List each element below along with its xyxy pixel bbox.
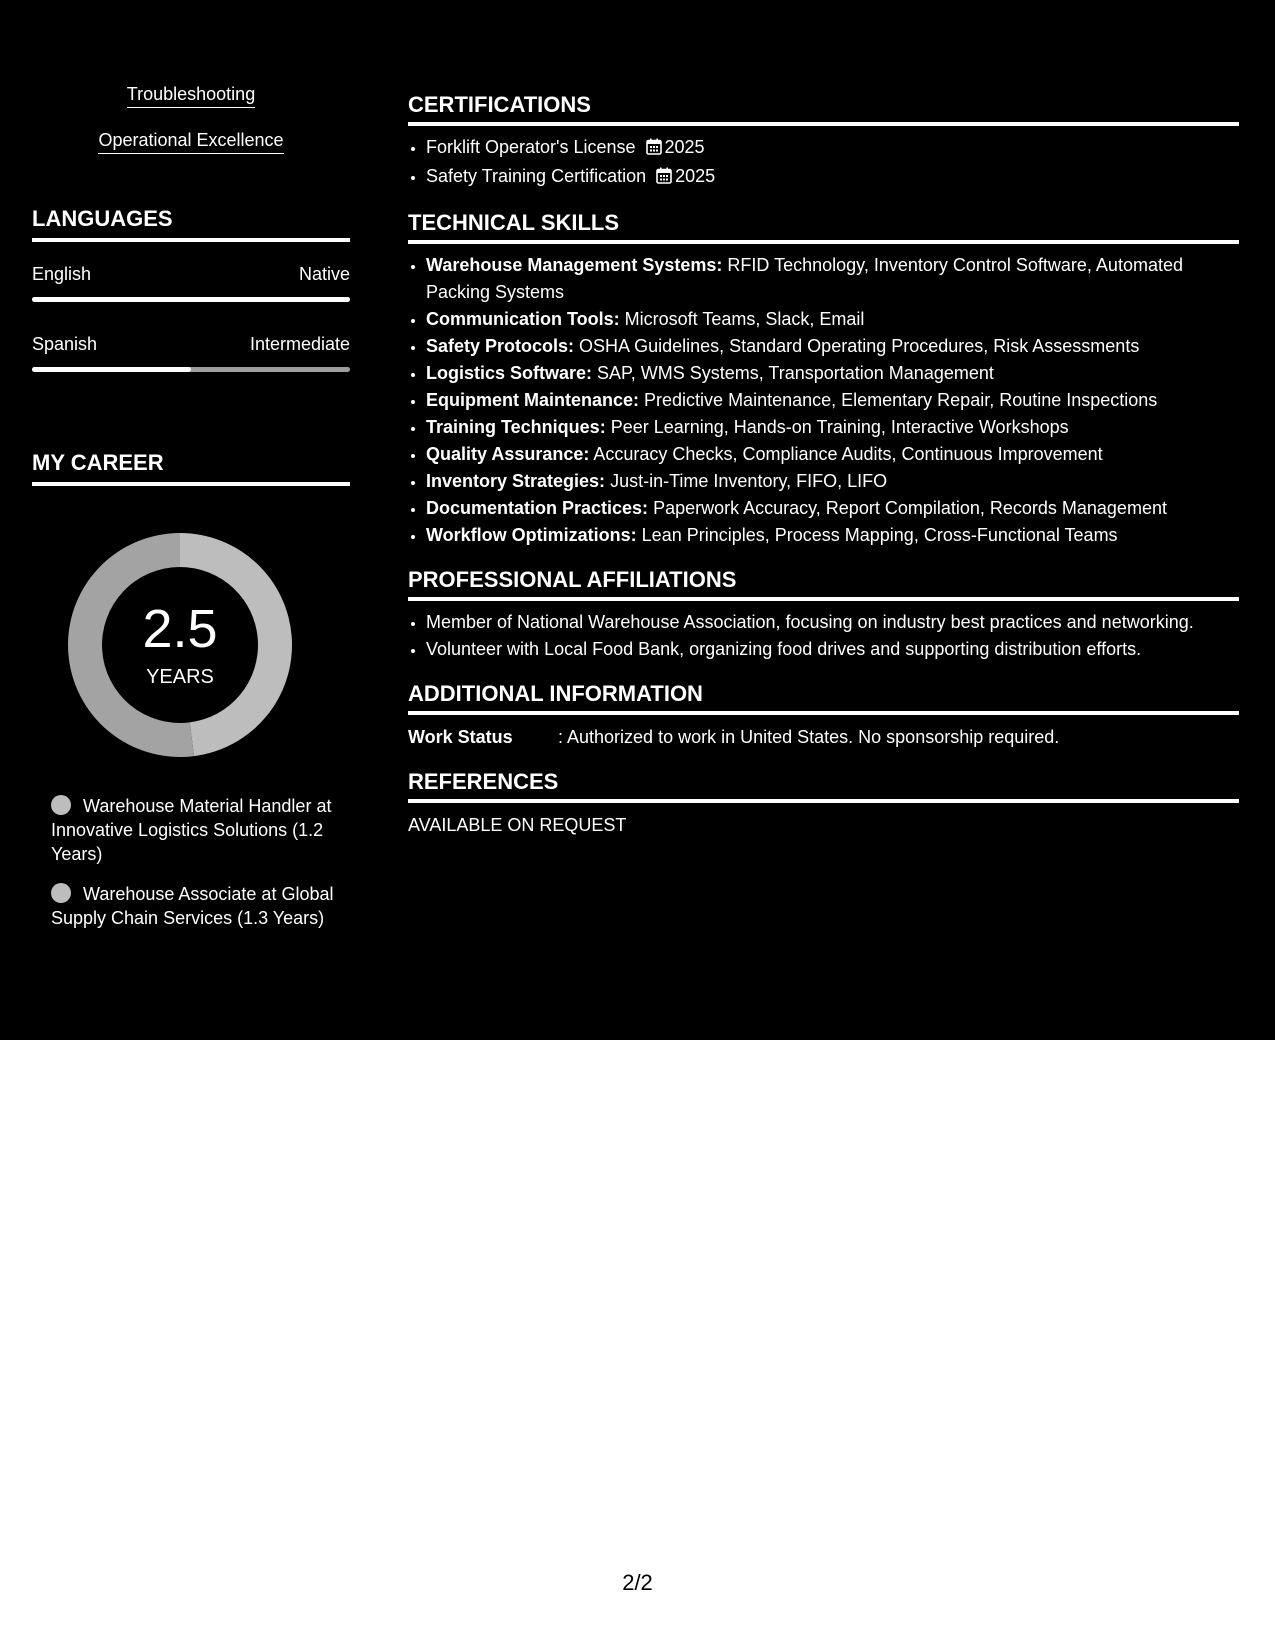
certification-name: Safety Training Certification — [426, 166, 647, 186]
technical-skill-item — [426, 495, 1239, 522]
references-text: AVAILABLE ON REQUEST — [408, 815, 627, 835]
affiliation-item: • Member of National Warehouse Association, focusing on industry best practices and networking. — [426, 609, 1239, 636]
language-level: Intermediate — [249, 334, 350, 354]
skill-label: Safety Protocols: — [426, 336, 575, 356]
certification-year: 2025 — [675, 166, 716, 186]
career-item — [51, 794, 350, 866]
career-total-unit: YEARS — [146, 666, 214, 688]
sidebar — [32, 84, 350, 946]
skill-tag: Operational Excellence — [98, 130, 283, 154]
language-level: Native — [298, 264, 350, 284]
circle-dot-icon — [51, 883, 71, 903]
references-heading: REFERENCES — [408, 769, 1239, 803]
career-heading: MY CAREER — [32, 450, 350, 486]
skill-value: Peer Learning, Hands-on Training, Interactive Workshops — [605, 417, 1069, 437]
language-row — [32, 264, 350, 285]
skill-value: Paperwork Accuracy, Report Compilation, Records Management — [648, 498, 1167, 518]
career-total-value: 2.5 — [142, 599, 218, 659]
work-status-label: Work Status — [408, 727, 513, 747]
skill-label: Training Techniques: — [426, 417, 606, 437]
certification-item — [426, 163, 1239, 192]
language-proficiency-bar — [32, 297, 350, 302]
affiliations-heading: PROFESSIONAL AFFILIATIONS — [408, 567, 1239, 601]
skill-value: Lean Principles, Process Mapping, Cross-Functional Teams — [636, 525, 1118, 545]
skill-label: Communication Tools: — [426, 309, 620, 329]
language-name: Spanish — [32, 334, 98, 354]
certification-name: Forklift Operator's License — [426, 137, 636, 157]
skill-value: SAP, WMS Systems, Transportation Management — [592, 363, 994, 383]
skill-label: Logistics Software: — [426, 363, 593, 383]
career-list — [32, 794, 350, 930]
certifications-list — [408, 134, 1239, 192]
calendar-icon — [646, 136, 662, 163]
circle-dot-icon — [51, 795, 71, 815]
technical-skill-item — [426, 414, 1239, 441]
technical-skills-list — [408, 252, 1239, 549]
technical-skill-item — [426, 360, 1239, 387]
technical-skill-item — [426, 252, 1239, 306]
page-number: 2/2 — [622, 1570, 653, 1595]
career-item — [51, 882, 350, 930]
additional-info-heading: ADDITIONAL INFORMATION — [408, 681, 1239, 715]
technical-skill-item — [426, 522, 1239, 549]
skill-label: Warehouse Management Systems: — [426, 255, 723, 275]
skill-label: Documentation Practices: — [426, 498, 649, 518]
affiliations-list — [408, 609, 1239, 663]
skill-label: Quality Assurance: — [426, 444, 590, 464]
technical-skills-heading: TECHNICAL SKILLS — [408, 210, 1239, 244]
skill-tag: Troubleshooting — [127, 84, 255, 108]
language-proficiency-fill — [32, 297, 350, 302]
main-content — [408, 92, 1239, 836]
technical-skill-item — [426, 333, 1239, 360]
language-proficiency-bar — [32, 367, 350, 372]
language-proficiency-fill — [32, 367, 191, 372]
language-name: English — [32, 264, 92, 284]
work-status-row — [408, 725, 1239, 749]
technical-skill-item — [426, 468, 1239, 495]
skill-label: Equipment Maintenance: — [426, 390, 640, 410]
skill-value: RFID Technology, Inventory Control Software, Automated Packing Systems — [426, 255, 1183, 302]
language-row — [32, 334, 350, 355]
skill-label: Inventory Strategies: — [426, 471, 606, 491]
technical-skill-item — [426, 387, 1239, 414]
technical-skill-item — [426, 441, 1239, 468]
languages-heading: LANGUAGES — [32, 206, 350, 242]
calendar-icon — [656, 165, 672, 192]
skill-value: OSHA Guidelines, Standard Operating Procedures, Risk Assessments — [574, 336, 1140, 356]
skill-value: Microsoft Teams, Slack, Email — [619, 309, 865, 329]
certification-item — [426, 134, 1239, 163]
skill-value: Just-in-Time Inventory, FIFO, LIFO — [605, 471, 888, 491]
skill-value: Accuracy Checks, Compliance Audits, Continuous Improvement — [589, 444, 1103, 464]
affiliation-item: • Volunteer with Local Food Bank, organizing food drives and supporting distribution efforts. — [426, 636, 1239, 663]
certifications-heading: CERTIFICATIONS — [408, 92, 1239, 126]
career-item-text: Warehouse Associate at Global Supply Chain Services (1.3 Years) — [51, 884, 334, 928]
career-donut-chart — [65, 530, 295, 760]
technical-skill-item — [426, 306, 1239, 333]
career-item-text: Warehouse Material Handler at Innovative Logistics Solutions (1.2 Years) — [51, 796, 332, 864]
skill-label: Workflow Optimizations: — [426, 525, 637, 545]
skill-value: Predictive Maintenance, Elementary Repair, Routine Inspections — [639, 390, 1158, 410]
work-status-value: : Authorized to work in United States. No sponsorship required. — [558, 727, 1060, 747]
certification-year: 2025 — [664, 137, 705, 157]
